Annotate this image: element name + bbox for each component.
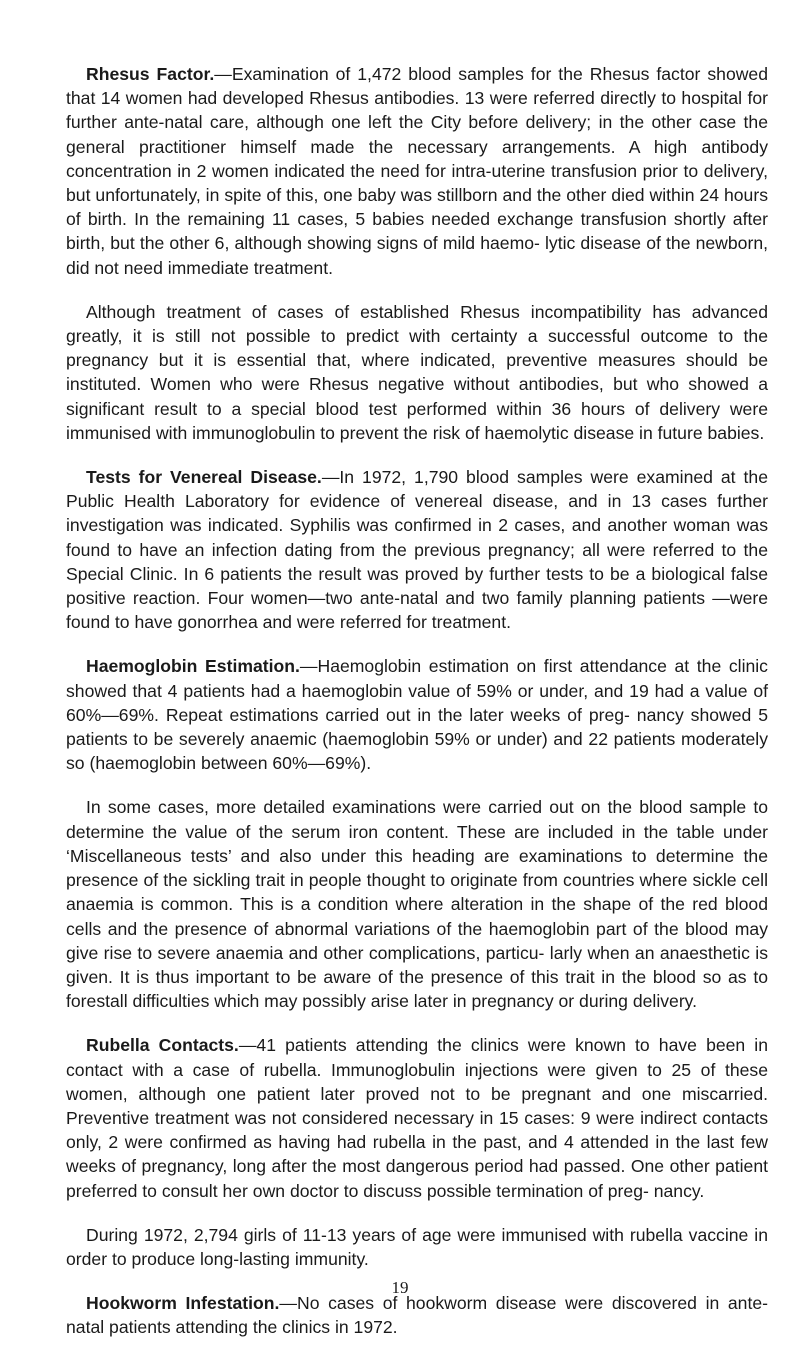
- paragraph-hookworm-infestation: [66, 1291, 768, 1339]
- paragraph-text: —In 1972, 1,790 blood samples were examined at the Public Health Laboratory for evidence of venereal disease, and in 13 cases further investigation was indicated. Syphilis was confirmed in 2 cases, and another woman was found to have an infection dating from the previous pregnancy; all were referred to the Special Clinic. In 6 patients the result was proved by further tests to be a biological false positive reaction. Four women—two ante-natal and two family planning patients —were found to have gonorrhea and were referred for treatment.: [66, 467, 768, 633]
- section-heading-haemoglobin-estimation: Haemoglobin Estimation.: [86, 656, 300, 677]
- paragraph-rubella-contacts: [66, 1033, 768, 1202]
- paragraph-serum-iron-sickling: [66, 795, 768, 1013]
- paragraph-text: During 1972, 2,794 girls of 11-13 years of age were immunised with rubella vaccine in order to produce long-lasting immunity.: [66, 1224, 768, 1269]
- document-body: [66, 62, 768, 1360]
- paragraph-text: —41 patients attending the clinics were known to have been in contact with a case of rubella. Immunoglobulin injections were given to 25 of these women, although one patient later proved not to be pregnant and one miscarried. Preventive treatment was not considered necessary in 15 cases: 9 were indirect contacts only, 2 were confirmed as having had rubella in the past, and 4 attended in the last few weeks of pregnancy, long after the most dangerous period had passed. One other patient preferred to consult her own doctor to discuss possible termination of preg- nancy.: [66, 1035, 768, 1201]
- page-number: 19: [391, 1278, 409, 1297]
- paragraph-rubella-vaccine: [66, 1223, 768, 1271]
- section-heading-venereal-disease: Tests for Venereal Disease.: [86, 467, 322, 488]
- paragraph-haemoglobin-estimation: [66, 654, 768, 775]
- section-heading-rhesus-factor: Rhesus Factor.: [86, 64, 215, 84]
- paragraph-text: —Haemoglobin estimation on first attendance at the clinic showed that 4 patients had a haemoglobin value of 59% or under, and 19 had a value of 60%—69%. Repeat estimations carried out in the later weeks of preg- nancy showed 5 patients to be severely anaemic (haemoglobin 59% or under) and 22 patients moderately so (haemoglobin between 60%—69%).: [66, 656, 768, 774]
- paragraph-rhesus-treatment: [66, 300, 768, 445]
- paragraph-text: Although treatment of cases of established Rhesus incompatibility has advanced greatly, it is still not possible to predict with certainty a successful outcome to the pregnancy but it is essential that, where indicated, preventive measures should be instituted. Women who were Rhesus negative without antibodies, but who showed a significant result to a special blood test performed within 36 hours of delivery were immunised with immunoglobulin to prevent the risk of haemolytic disease in future babies.: [66, 301, 768, 443]
- section-heading-hookworm-infestation: Hookworm Infestation.: [86, 1293, 280, 1314]
- paragraph-text: In some cases, more detailed examinations were carried out on the blood sample to determine the value of the serum iron content. These are included in the table under ‘Miscellaneous tests’ and also under this heading are examinations to determine the presence of the sickling trait in people thought to originate from countries where sickle cell anaemia is common. This is a condition where alteration in the shape of the red blood cells and the presence of abnormal variations of the haemoglobin part of the blood may give rise to severe anaemia and other complications, particu- larly when an anaesthetic is given. It is thus important to be aware of the presence of this trait in the blood so as to forestall difficulties which may possibly arise later in pregnancy or during delivery.: [66, 797, 768, 1012]
- paragraph-text: —Examination of 1,472 blood samples for the Rhesus factor showed that 14 women had developed Rhesus antibodies. 13 were referred directly to hospital for further ante-natal care, although one left the City before delivery; in the other case the general practitioner himself made the necessary arrangements. A high antibody concentration in 2 women indicated the need for intra-uterine transfusion prior to delivery, but unfortunately, in spite of this, one baby was stillborn and the other died within 24 hours of birth. In the remaining 11 cases, 5 babies needed exchange transfusion shortly after birth, but the other 6, although showing signs of mild haemo- lytic disease of the newborn, did not need immediate treatment.: [66, 64, 769, 278]
- section-heading-rubella-contacts: Rubella Contacts.: [86, 1035, 239, 1056]
- paragraph-rhesus-factor: [66, 62, 768, 280]
- paragraph-venereal-disease: [66, 465, 768, 634]
- paragraph-text: —No cases of hookworm disease were discovered in ante- natal patients attending the clinics in 1972.: [66, 1293, 768, 1338]
